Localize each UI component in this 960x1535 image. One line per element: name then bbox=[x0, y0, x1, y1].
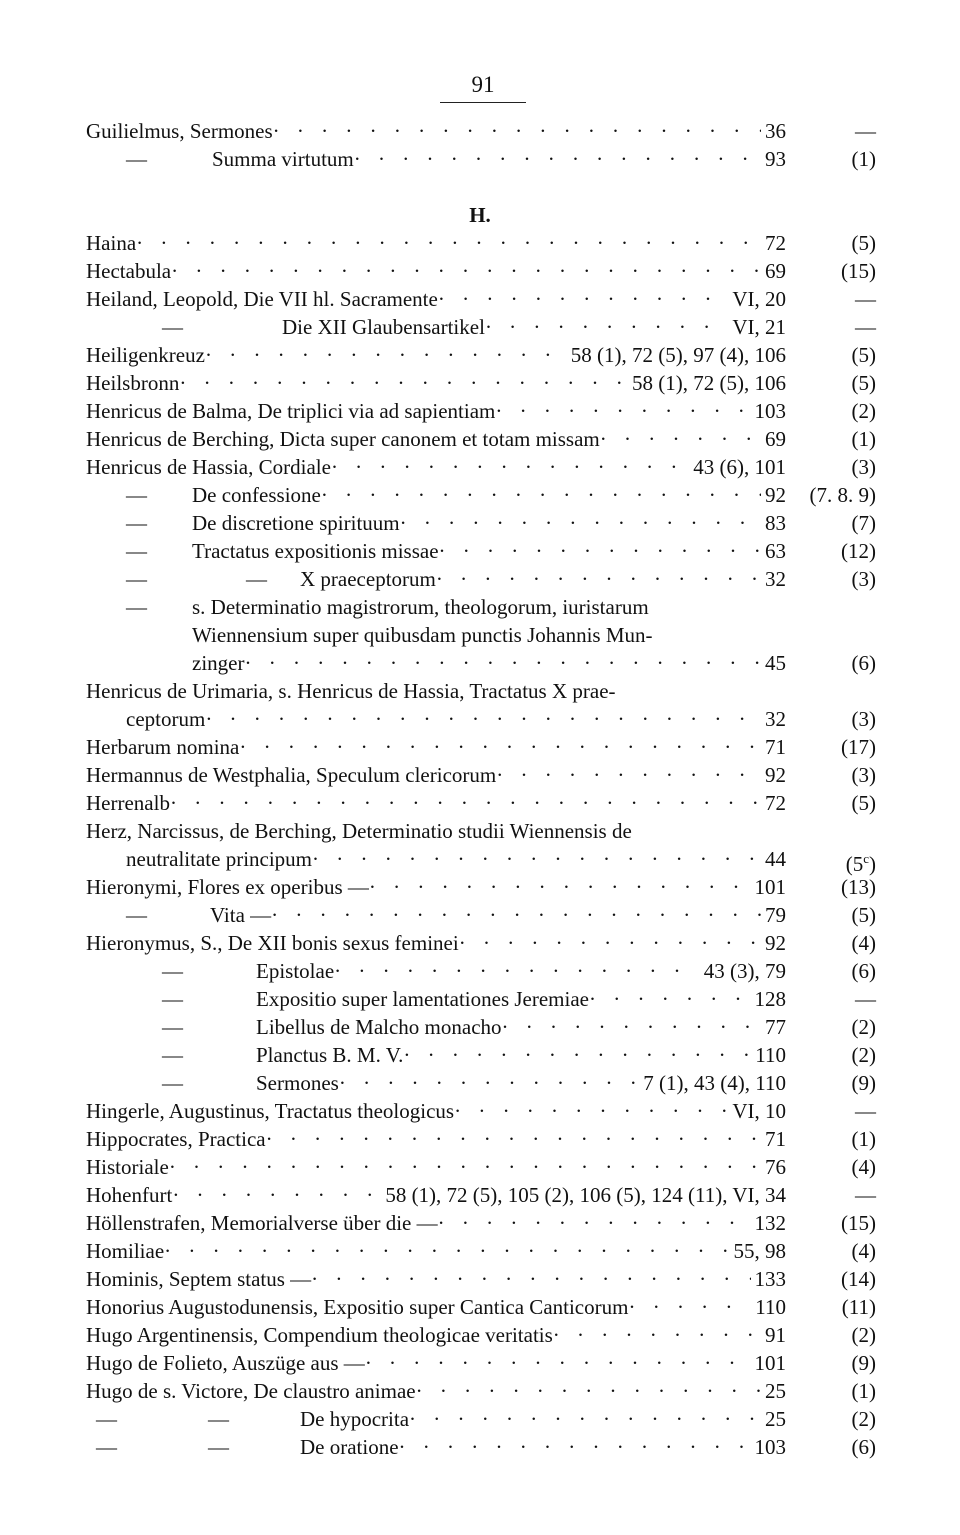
leader-dots bbox=[496, 761, 761, 789]
ditto-dash: — bbox=[126, 595, 147, 619]
entry-reference: 71 bbox=[765, 735, 786, 759]
index-entry bbox=[86, 1237, 876, 1265]
entry-note: (1) bbox=[851, 427, 876, 451]
index-entry bbox=[86, 649, 876, 677]
index-entry bbox=[86, 509, 876, 537]
entry-note: (1) bbox=[851, 147, 876, 171]
entry-note: (14) bbox=[841, 1267, 876, 1291]
entry-note: (5) bbox=[851, 371, 876, 395]
index-entry bbox=[86, 369, 876, 397]
leader-dots bbox=[369, 873, 751, 901]
entry-title: Hohenfurt bbox=[86, 1183, 173, 1207]
index-entry bbox=[86, 257, 876, 285]
entry-note: (1) bbox=[851, 1127, 876, 1151]
index-entry bbox=[86, 1377, 876, 1405]
entry-note: (12) bbox=[841, 539, 876, 563]
entry-reference: 103 bbox=[754, 1435, 786, 1459]
leader-dots bbox=[205, 705, 761, 733]
ditto-dash: — bbox=[162, 315, 183, 339]
leader-dots bbox=[589, 985, 751, 1013]
entry-title: Hieronymus, S., De XII bonis sexus feminei bbox=[86, 931, 459, 955]
entry-reference: 77 bbox=[765, 1015, 786, 1039]
index-entry bbox=[86, 481, 876, 509]
entry-reference: 91 bbox=[765, 1323, 786, 1347]
index-entry bbox=[86, 145, 876, 173]
entry-note: (4) bbox=[851, 1239, 876, 1263]
entry-title: Höllenstrafen, Memorialverse über die — bbox=[86, 1211, 438, 1235]
entry-reference: 128 bbox=[754, 987, 786, 1011]
entry-title: Historiale bbox=[86, 1155, 169, 1179]
entry-note: (3) bbox=[851, 455, 876, 479]
entry-title: X praeceptorum bbox=[300, 567, 436, 591]
ditto-dash: — bbox=[162, 987, 183, 1011]
index-entry bbox=[86, 1293, 876, 1321]
leader-dots bbox=[334, 957, 700, 985]
entry-note: (9) bbox=[851, 1071, 876, 1095]
entry-title: Expositio super lamentationes Jeremiae bbox=[256, 987, 589, 1011]
entry-reference: 32 bbox=[765, 567, 786, 591]
page-number: 91 bbox=[471, 72, 495, 97]
leader-dots bbox=[164, 1237, 729, 1265]
leader-dots bbox=[169, 1153, 761, 1181]
entry-reference: 103 bbox=[754, 399, 786, 423]
ditto-dash: — bbox=[96, 1407, 117, 1431]
entry-note: — bbox=[855, 119, 876, 143]
leader-dots bbox=[502, 1013, 761, 1041]
index-entry bbox=[86, 1069, 876, 1097]
index-entry bbox=[86, 985, 876, 1013]
entry-reference: 25 bbox=[765, 1379, 786, 1403]
index-entry bbox=[86, 1097, 876, 1125]
index-entry bbox=[86, 789, 876, 817]
entry-note: (15) bbox=[841, 259, 876, 283]
entry-title: De hypocrita bbox=[300, 1407, 410, 1431]
index-entry bbox=[86, 1013, 876, 1041]
entry-title: De confessione bbox=[192, 483, 321, 507]
entry-title: Hugo de Folieto, Auszüge aus — bbox=[86, 1351, 365, 1375]
entry-note: (5) bbox=[851, 791, 876, 815]
entry-reference: 58 (1), 72 (5), 97 (4), 106 bbox=[570, 343, 786, 367]
entry-reference: 72 bbox=[765, 231, 786, 255]
entry-title: Hieronymi, Flores ex operibus — bbox=[86, 875, 369, 899]
leader-dots bbox=[172, 1181, 381, 1209]
ditto-dash: — bbox=[162, 1043, 183, 1067]
ditto-dash: — bbox=[126, 567, 147, 591]
entry-title: Epistolae bbox=[256, 959, 335, 983]
entry-note: (5) bbox=[851, 231, 876, 255]
entry-note: (7. 8. 9) bbox=[809, 483, 876, 507]
entry-note: (3) bbox=[851, 567, 876, 591]
index-entry bbox=[86, 397, 876, 425]
entry-note: (7) bbox=[851, 511, 876, 535]
entry-reference: 69 bbox=[765, 259, 786, 283]
entry-title: Herrenalb bbox=[86, 791, 170, 815]
index-entry bbox=[86, 1181, 876, 1209]
index-entry bbox=[86, 593, 876, 621]
leader-dots bbox=[459, 929, 761, 957]
entry-title: Planctus B. M. V. bbox=[256, 1043, 404, 1067]
index-entry bbox=[86, 229, 876, 257]
leader-dots bbox=[403, 1041, 751, 1069]
leader-dots bbox=[628, 1293, 751, 1321]
entry-title: Hominis, Septem status — bbox=[86, 1267, 312, 1291]
entry-reference: 58 (1), 72 (5), 105 (2), 106 (5), 124 (11), VI, 34 bbox=[385, 1183, 786, 1207]
index-entry bbox=[86, 957, 876, 985]
leader-dots bbox=[244, 649, 761, 677]
entry-reference: VI, 20 bbox=[732, 287, 786, 311]
entry-title: Guilielmus, Sermones bbox=[86, 119, 273, 143]
entry-note: (11) bbox=[841, 1295, 876, 1319]
index-entry bbox=[86, 817, 876, 845]
leader-dots bbox=[438, 285, 728, 313]
leader-dots bbox=[399, 1433, 751, 1461]
entry-note: (2) bbox=[851, 1043, 876, 1067]
entry-reference: 69 bbox=[765, 427, 786, 451]
leader-dots bbox=[416, 1377, 761, 1405]
leader-dots bbox=[311, 1265, 750, 1293]
entry-reference: 58 (1), 72 (5), 106 bbox=[632, 371, 786, 395]
entry-title: Hingerle, Augustinus, Tractatus theologicus bbox=[86, 1099, 455, 1123]
entry-reference: 132 bbox=[754, 1211, 786, 1235]
index-entry bbox=[86, 313, 876, 341]
entry-title: Tractatus expositionis missae bbox=[192, 539, 439, 563]
entry-reference: 110 bbox=[755, 1295, 786, 1319]
entry-title: Heiland, Leopold, Die VII hl. Sacramente bbox=[86, 287, 438, 311]
index-entry bbox=[86, 1209, 876, 1237]
index-entry bbox=[86, 929, 876, 957]
entry-note: — bbox=[855, 1183, 876, 1207]
entry-reference: 43 (6), 101 bbox=[693, 455, 786, 479]
entry-title: Henricus de Hassia, Cordiale bbox=[86, 455, 331, 479]
leader-dots bbox=[271, 901, 761, 929]
index-entry bbox=[86, 705, 876, 733]
entry-note: — bbox=[855, 315, 876, 339]
entry-title: Hippocrates, Practica bbox=[86, 1127, 266, 1151]
entry-reference: 36 bbox=[765, 119, 786, 143]
entry-note: (1) bbox=[851, 1379, 876, 1403]
leader-dots bbox=[321, 481, 761, 509]
leader-dots bbox=[400, 509, 761, 537]
entry-reference: 45 bbox=[765, 651, 786, 675]
entry-note: (3) bbox=[851, 763, 876, 787]
entry-note: (6) bbox=[851, 651, 876, 675]
entry-note: (5) bbox=[851, 343, 876, 367]
index-entry bbox=[86, 1153, 876, 1181]
entry-reference: 76 bbox=[765, 1155, 786, 1179]
section-heading: H. bbox=[469, 203, 491, 227]
entry-title: ceptorum bbox=[126, 707, 206, 731]
entry-title: Heilsbronn bbox=[86, 371, 180, 395]
entry-note: — bbox=[855, 1099, 876, 1123]
index-entry bbox=[86, 1321, 876, 1349]
entry-title: s. Determinatio magistrorum, theologorum, iuristarum bbox=[192, 595, 649, 619]
ditto-dash: — bbox=[126, 903, 147, 927]
entry-reference: 32 bbox=[765, 707, 786, 731]
entry-reference: 92 bbox=[765, 483, 786, 507]
leader-dots bbox=[171, 257, 761, 285]
entry-title: neutralitate principum bbox=[126, 847, 313, 871]
leader-dots bbox=[485, 313, 728, 341]
entry-title: Summa virtutum bbox=[212, 147, 354, 171]
entry-note: (13) bbox=[841, 875, 876, 899]
ditto-dash: — bbox=[96, 1435, 117, 1459]
leader-dots bbox=[331, 453, 689, 481]
index-entry bbox=[86, 621, 876, 649]
entry-reference: 101 bbox=[754, 875, 786, 899]
entry-title: De oratione bbox=[300, 1435, 399, 1459]
index-entry bbox=[86, 117, 876, 145]
leader-dots bbox=[170, 789, 761, 817]
entry-reference: 71 bbox=[765, 1127, 786, 1151]
entry-reference: VI, 10 bbox=[732, 1099, 786, 1123]
entry-reference: 101 bbox=[754, 1351, 786, 1375]
leader-dots bbox=[436, 565, 761, 593]
leader-dots bbox=[339, 1069, 639, 1097]
entry-title: Hermannus de Westphalia, Speculum clericorum bbox=[86, 763, 497, 787]
entry-reference: 43 (3), 79 bbox=[703, 959, 786, 983]
entry-reference: VI, 21 bbox=[732, 315, 786, 339]
entry-note: — bbox=[855, 987, 876, 1011]
entry-note: (5$^c$) bbox=[845, 851, 876, 876]
entry-note: (4) bbox=[851, 1155, 876, 1179]
entry-note: (17) bbox=[841, 735, 876, 759]
leader-dots bbox=[312, 845, 761, 873]
ditto-dash: — bbox=[126, 147, 147, 171]
index-entry bbox=[86, 733, 876, 761]
leader-dots bbox=[409, 1405, 761, 1433]
entry-note: (6) bbox=[851, 1435, 876, 1459]
leader-dots bbox=[495, 397, 750, 425]
entry-reference: 79 bbox=[765, 903, 786, 927]
index-entry bbox=[86, 1265, 876, 1293]
ditto-dash: — bbox=[126, 539, 147, 563]
index-entry bbox=[86, 537, 876, 565]
entry-title: Sermones bbox=[256, 1071, 339, 1095]
entry-title: Honorius Augustodunensis, Expositio super Cantica Canticorum bbox=[86, 1295, 629, 1319]
index-entry bbox=[86, 565, 876, 593]
index-entry bbox=[86, 901, 876, 929]
entry-note: (2) bbox=[851, 1323, 876, 1347]
leader-dots bbox=[239, 733, 761, 761]
index-entry bbox=[86, 873, 876, 901]
index-entry bbox=[86, 1349, 876, 1377]
index-entry bbox=[86, 761, 876, 789]
index-entry bbox=[86, 1041, 876, 1069]
entry-reference: 25 bbox=[765, 1407, 786, 1431]
ditto-dash: — bbox=[126, 483, 147, 507]
entry-title: Wiennensium super quibusdam punctis Johannis Mun- bbox=[192, 623, 653, 647]
entry-title: Henricus de Berching, Dicta super canonem et totam missam bbox=[86, 427, 600, 451]
page-number-rule bbox=[440, 102, 526, 103]
ditto-dash: — bbox=[208, 1407, 229, 1431]
entry-title: Herz, Narcissus, de Berching, Determinatio studii Wiennensis de bbox=[86, 819, 632, 843]
entry-note: (4) bbox=[851, 931, 876, 955]
leader-dots bbox=[438, 1209, 751, 1237]
ditto-dash: — bbox=[162, 1015, 183, 1039]
entry-note: (15) bbox=[841, 1211, 876, 1235]
ditto-dash: — bbox=[162, 959, 183, 983]
ditto-dash: — bbox=[208, 1435, 229, 1459]
leader-dots bbox=[600, 425, 761, 453]
entry-note: (9) bbox=[851, 1351, 876, 1375]
entry-title: Heiligenkreuz bbox=[86, 343, 205, 367]
index-entry bbox=[86, 341, 876, 369]
ditto-dash: — bbox=[246, 567, 267, 591]
entry-reference: 92 bbox=[765, 931, 786, 955]
index-entry bbox=[86, 677, 876, 705]
leader-dots bbox=[354, 145, 761, 173]
entry-reference: 44 bbox=[765, 847, 786, 871]
entry-title: Henricus de Balma, De triplici via ad sapientiam bbox=[86, 399, 496, 423]
entry-title: Homiliae bbox=[86, 1239, 165, 1263]
entry-reference: 83 bbox=[765, 511, 786, 535]
entry-title: Vita — bbox=[210, 903, 272, 927]
index-entry bbox=[86, 1433, 876, 1461]
ditto-dash: — bbox=[162, 1071, 183, 1095]
entry-note: — bbox=[855, 287, 876, 311]
leader-dots bbox=[454, 1097, 728, 1125]
index-entry bbox=[86, 285, 876, 313]
entry-note: (6) bbox=[851, 959, 876, 983]
entry-title: Haina bbox=[86, 231, 137, 255]
entry-reference: 63 bbox=[765, 539, 786, 563]
leader-dots bbox=[179, 369, 628, 397]
entry-title: Hugo Argentinensis, Compendium theologicae veritatis bbox=[86, 1323, 553, 1347]
entry-reference: 7 (1), 43 (4), 110 bbox=[643, 1071, 786, 1095]
index-entry bbox=[86, 453, 876, 481]
entry-reference: 92 bbox=[765, 763, 786, 787]
entry-reference: 55, 98 bbox=[733, 1239, 786, 1263]
entry-title: Hectabula bbox=[86, 259, 172, 283]
leader-dots bbox=[553, 1321, 761, 1349]
index-entry bbox=[86, 845, 876, 876]
leader-dots bbox=[205, 341, 567, 369]
entry-title: Henricus de Urimaria, s. Henricus de Hassia, Tractatus X prae- bbox=[86, 679, 616, 703]
entry-reference: 72 bbox=[765, 791, 786, 815]
leader-dots bbox=[136, 229, 761, 257]
leader-dots bbox=[439, 537, 761, 565]
leader-dots bbox=[365, 1349, 751, 1377]
index-entry bbox=[86, 1125, 876, 1153]
leader-dots bbox=[266, 1125, 761, 1153]
entry-note: (2) bbox=[851, 1407, 876, 1431]
index-entry bbox=[86, 425, 876, 453]
entry-note: (2) bbox=[851, 399, 876, 423]
entry-reference: 133 bbox=[754, 1267, 786, 1291]
entry-title: zinger bbox=[192, 651, 245, 675]
ditto-dash: — bbox=[126, 511, 147, 535]
entry-reference: 110 bbox=[755, 1043, 786, 1067]
entry-title: Herbarum nomina bbox=[86, 735, 240, 759]
entry-title: Libellus de Malcho monacho bbox=[256, 1015, 502, 1039]
entry-note: (3) bbox=[851, 707, 876, 731]
entry-title: Die XII Glaubensartikel bbox=[282, 315, 485, 339]
entry-note: (5) bbox=[851, 903, 876, 927]
leader-dots bbox=[273, 117, 761, 145]
entry-note: (2) bbox=[851, 1015, 876, 1039]
entry-reference: 93 bbox=[765, 147, 786, 171]
entry-title: Hugo de s. Victore, De claustro animae bbox=[86, 1379, 416, 1403]
index-entry bbox=[86, 1405, 876, 1433]
entry-title: De discretione spirituum bbox=[192, 511, 400, 535]
